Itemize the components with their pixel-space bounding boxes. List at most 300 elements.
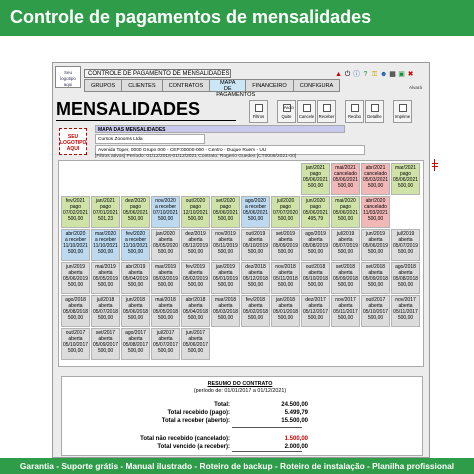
payment-cell-status: a receber <box>154 204 177 210</box>
payment-cell-status: pago <box>219 204 232 210</box>
payment-cell[interactable] <box>241 262 270 294</box>
payment-cell[interactable] <box>121 196 150 228</box>
payment-cell-value: 500,00 <box>157 216 174 222</box>
payment-cell[interactable] <box>181 229 210 261</box>
summary-label: Total não recebido (cancelado): <box>140 436 230 442</box>
payment-cell-value: 500,00 <box>367 315 384 321</box>
info-icon[interactable]: ⓘ <box>353 71 360 78</box>
payment-cell[interactable] <box>151 262 180 294</box>
payment-cell-date: 05/10/2017 <box>362 309 389 315</box>
payment-cell-value: 500,00 <box>187 315 204 321</box>
payment-cell[interactable] <box>361 295 390 327</box>
payment-cell-value: 500,00 <box>247 249 264 255</box>
payment-cell-month: jan/2020 <box>155 231 176 237</box>
summary-row <box>72 409 322 417</box>
payment-cell-value: 500,00 <box>217 282 234 288</box>
payment-cell-date: 05/01/2019 <box>212 276 239 282</box>
payment-cell-month: abr/2019 <box>125 264 146 270</box>
payment-cell[interactable] <box>181 295 210 327</box>
payment-cell[interactable] <box>121 229 150 261</box>
payment-cell-date: 07/02/2021 <box>62 210 89 216</box>
summary-row <box>72 417 322 425</box>
payment-cell-date: 05/03/2019 <box>152 276 179 282</box>
payment-cell[interactable] <box>211 229 240 261</box>
payment-cell-value: 500,00 <box>67 249 84 255</box>
payment-cell-value: 500,00 <box>337 249 354 255</box>
print-icon <box>399 104 407 112</box>
payment-cell-month: mar/2019 <box>154 264 177 270</box>
tab-mapa-de-pagamentos[interactable]: MAPA DE PAGAMENTOS <box>209 79 245 92</box>
payment-cell-month: ago/2019 <box>305 231 326 237</box>
power-icon[interactable]: ⏻ <box>344 71 351 78</box>
payment-cell-value: 500,00 <box>67 282 84 288</box>
payment-cell[interactable] <box>301 229 330 261</box>
payment-cell[interactable] <box>361 196 390 228</box>
payment-cell-month: out/2018 <box>305 264 326 270</box>
payment-cell-date: 05/08/2018 <box>62 309 89 315</box>
payment-cell-status: aberta <box>158 270 173 276</box>
payment-cell-date: 05/06/2021 <box>122 210 149 216</box>
payment-cell[interactable] <box>301 196 330 228</box>
payment-cell[interactable] <box>91 328 120 360</box>
summary-label: Total a receber (aberto): <box>161 418 230 424</box>
payment-cell-value: 500,00 <box>307 282 324 288</box>
summary-label: Total recebido (pago): <box>167 410 230 416</box>
tab-financeiro[interactable]: FINANCEIRO <box>245 79 293 92</box>
payment-cell-date: 12/10/2021 <box>182 210 209 216</box>
payment-cell-date: 11/10/2021 <box>63 243 88 249</box>
payment-cell[interactable] <box>361 229 390 261</box>
excel-icon[interactable]: ▣ <box>398 71 405 78</box>
payment-cell-date: 05/05/2020 <box>152 243 179 249</box>
payment-cell[interactable] <box>61 328 90 360</box>
payment-cell-date: 05/06/2017 <box>182 342 209 348</box>
small-logo: Seu logotipo aqui <box>55 66 81 88</box>
payment-cell-date: 05/07/2017 <box>152 342 179 348</box>
payment-cell-month: abr/2020 <box>65 231 86 237</box>
payment-cell-status: pago <box>399 171 412 177</box>
payment-cell-status: aberta <box>68 303 83 309</box>
payment-cell-date: 05/06/2021 <box>332 177 359 183</box>
payment-cell-value: 500,00 <box>217 249 234 255</box>
main-tabs <box>84 79 340 98</box>
payment-cell-month: set/2018 <box>335 264 356 270</box>
filter-icon <box>255 104 263 112</box>
company-address-field: Avenida Toper, 0000 Grupo 000 - CEP:00000-000 - Centro - Duque Ruem - UU <box>95 145 365 155</box>
payment-cell-date: 05/06/2021 <box>302 210 329 216</box>
payment-cell-status: cancelado <box>364 171 387 177</box>
payment-cell-value: 500,00 <box>97 315 114 321</box>
payment-cell[interactable] <box>331 295 360 327</box>
payment-cell-value: 500,00 <box>367 216 384 222</box>
payment-cell-status: aberta <box>218 303 233 309</box>
payment-cell-date: 05/09/2018 <box>362 276 389 282</box>
payment-cell-date: 05/10/2017 <box>62 342 89 348</box>
detail-icon <box>371 104 379 112</box>
detail-button[interactable]: Detalhe <box>365 100 384 123</box>
payment-cell-month: jul/2019 <box>396 231 415 237</box>
payment-cell-date: 05/06/2021 <box>392 177 419 183</box>
payment-cell[interactable] <box>211 262 240 294</box>
key-icon[interactable]: ⚿ <box>371 71 378 78</box>
payment-cell-status: aberta <box>188 270 203 276</box>
payment-cell-month: set/2019 <box>275 231 296 237</box>
payment-cell-value: 500,00 <box>127 216 144 222</box>
print-button[interactable]: Imprime <box>393 100 412 123</box>
payment-cell-value: 500,00 <box>97 282 114 288</box>
top-banner <box>0 0 474 36</box>
payment-cell[interactable] <box>151 328 180 360</box>
payment-cell-month: out/2017 <box>365 297 386 303</box>
payment-cell-month: ago/2020 <box>245 198 266 204</box>
payment-cell[interactable] <box>331 262 360 294</box>
payment-cell-value: 500,00 <box>157 282 174 288</box>
payment-cell[interactable] <box>331 163 360 195</box>
payment-cell[interactable] <box>91 262 120 294</box>
payment-cell-date: 05/07/2019 <box>392 243 419 249</box>
payment-cell-date: 05/11/2017 <box>333 309 358 315</box>
paid-stamp-icon: PAGO <box>284 106 294 110</box>
payment-cell-date: 05/09/2018 <box>332 276 359 282</box>
user-icon[interactable]: ☻ <box>380 71 388 78</box>
payment-cell-value: 500,00 <box>277 282 294 288</box>
payment-cell-status: pago <box>339 204 352 210</box>
payment-cell-status: cancelado <box>364 204 387 210</box>
payment-cell-status: aberta <box>98 270 113 276</box>
payment-cell[interactable] <box>241 196 270 228</box>
payment-cell-status: aberta <box>308 303 323 309</box>
payment-cell[interactable] <box>241 295 270 327</box>
payment-cell-status: pago <box>189 204 202 210</box>
payment-cell-month: set/2020 <box>215 198 236 204</box>
payment-cell-month: jan/2021 <box>95 198 116 204</box>
payment-cell-month: abr/2020 <box>365 198 386 204</box>
payment-cell-month: mai/2018 <box>155 297 176 303</box>
payment-cell-value: 500,00 <box>127 348 144 354</box>
receipt-button[interactable]: Recibo <box>345 100 364 123</box>
payment-cell-month: jun/2018 <box>125 297 146 303</box>
payment-cell-value: 500,00 <box>337 282 354 288</box>
payment-cell-month: out/2019 <box>245 231 266 237</box>
payment-cell-status: a receber <box>94 237 117 243</box>
toolbar <box>249 100 412 123</box>
payment-cell-value: 500,00 <box>397 183 414 189</box>
payment-cell-value: 500,00 <box>307 183 324 189</box>
payment-cell-value: 500,00 <box>187 348 204 354</box>
payment-cell-date: 05/09/2017 <box>92 342 119 348</box>
payment-cell-value: 500,00 <box>157 249 174 255</box>
summary-value: 24.500,00 <box>281 402 308 408</box>
advert-label: Alvará <box>409 85 423 90</box>
payment-cell-date: 07/07/2020 <box>272 210 299 216</box>
payment-cell[interactable] <box>211 295 240 327</box>
summary-row <box>72 435 322 443</box>
close-icon[interactable]: ✖ <box>407 71 414 78</box>
payment-cell[interactable] <box>301 295 330 327</box>
resize-handle-grip[interactable] <box>432 163 438 167</box>
payment-cell-date: 05/03/2021 <box>362 177 389 183</box>
payment-cell-value: 500,00 <box>367 282 384 288</box>
header-title: CONTROLE DE PAGAMENTO DE MENSALIDADES <box>84 69 231 78</box>
payment-cell-month: nov/2017 <box>395 297 416 303</box>
payment-cell-date: 05/08/2019 <box>302 243 329 249</box>
payment-cell-month: jul/2017 <box>156 330 175 336</box>
page-title: MENSALIDADES <box>56 99 201 119</box>
bottom-banner: Garantia - Suporte grátis - Manual ilustrado - Roteiro de backup - Roteiro de instalação - Planilha profissional <box>0 458 474 474</box>
payment-cell-month: mai/2019 <box>95 264 116 270</box>
payment-cell-date: 11/10/2021 <box>93 243 118 249</box>
payment-cell-month: jul/2019 <box>336 231 355 237</box>
payment-cell-month: mar/2018 <box>214 297 237 303</box>
payment-cell-status: aberta <box>398 303 413 309</box>
payment-cell-month: dez/2018 <box>245 264 266 270</box>
payment-cell[interactable] <box>241 229 270 261</box>
payment-cell[interactable] <box>361 262 390 294</box>
payment-cell-status: aberta <box>218 270 233 276</box>
payment-cell-month: fev/2019 <box>185 264 206 270</box>
cancel-icon <box>303 104 311 112</box>
payment-cell-value: 500,00 <box>367 183 384 189</box>
payment-cell-value: 495,79 <box>307 216 324 222</box>
payment-cell[interactable] <box>121 328 150 360</box>
payment-cell-value: 500,00 <box>187 216 204 222</box>
payment-cell-value: 500,00 <box>367 249 384 255</box>
payment-cell[interactable] <box>91 229 120 261</box>
payment-cell-status: aberta <box>128 270 143 276</box>
summary-label: Total: <box>214 402 230 408</box>
alert-icon[interactable]: ▲ <box>335 71 342 78</box>
payment-cell-value: 500,00 <box>97 249 114 255</box>
tab-configura[interactable]: CONFIGURA <box>293 79 341 92</box>
payment-cell[interactable] <box>331 229 360 261</box>
payment-cell-value: 500,00 <box>397 249 414 255</box>
payment-cell-date: 05/07/2019 <box>332 243 359 249</box>
payment-cell-month: fev/2020 <box>125 231 146 237</box>
payment-cell-status: pago <box>99 204 112 210</box>
payment-cell[interactable] <box>151 295 180 327</box>
payment-cell-month: ago/2018 <box>395 264 416 270</box>
payment-cell-status: aberta <box>188 303 203 309</box>
payment-cell[interactable] <box>271 229 300 261</box>
payment-cell[interactable] <box>301 262 330 294</box>
payment-cell-date: 05/06/2019 <box>362 243 389 249</box>
payment-cell-value: 500,00 <box>67 216 84 222</box>
payment-cell-date: 05/06/2021 <box>242 210 269 216</box>
payment-cell-status: aberta <box>338 270 353 276</box>
payment-cell-value: 500,00 <box>247 315 264 321</box>
payment-cell-month: nov/2019 <box>215 231 236 237</box>
payment-cell-month: out/2020 <box>185 198 206 204</box>
payment-cell-status: a receber <box>124 237 147 243</box>
payment-cell-value: 500,00 <box>157 348 174 354</box>
payment-cell-value: 500,00 <box>157 315 174 321</box>
tab-grupos[interactable]: GRUPOS <box>84 79 121 92</box>
payment-cell-date: 05/04/2019 <box>122 276 149 282</box>
payment-cell-month: set/2018 <box>365 264 386 270</box>
help-icon[interactable]: ? <box>363 71 368 78</box>
payment-cell-date: 05/01/2018 <box>272 309 299 315</box>
payment-cell-date: 05/06/2019 <box>62 276 89 282</box>
summary-heading <box>180 381 300 395</box>
payment-cell-date: 05/06/2018 <box>122 309 149 315</box>
payment-cell-month: fev/2021 <box>65 198 86 204</box>
payment-cell-status: aberta <box>158 237 173 243</box>
payment-cell-date: 05/10/2019 <box>242 243 269 249</box>
payment-cell[interactable] <box>91 295 120 327</box>
payment-grid <box>58 160 424 367</box>
payment-cell-month: jun/2020 <box>305 198 326 204</box>
payment-cell[interactable] <box>271 196 300 228</box>
payment-cell-value: 500,00 <box>247 216 264 222</box>
payment-cell-date: 05/11/2019 <box>213 243 238 249</box>
payment-cell[interactable] <box>391 163 420 195</box>
payment-cell-date: 11/10/2021 <box>123 243 148 249</box>
payment-cell-status: aberta <box>398 270 413 276</box>
payment-cell-status: aberta <box>98 336 113 342</box>
payment-cell[interactable] <box>181 328 210 360</box>
payment-cell-month: mar/2020 <box>94 231 117 237</box>
summary-row <box>72 443 322 451</box>
payment-cell[interactable] <box>151 196 180 228</box>
payment-cell[interactable] <box>391 262 420 294</box>
payment-cell[interactable] <box>91 196 120 228</box>
tab-clientes[interactable]: CLIENTES <box>121 79 161 92</box>
payment-cell-month: nov/2017 <box>335 297 356 303</box>
payment-cell-status: aberta <box>188 336 203 342</box>
payment-cell-date: 05/09/2019 <box>272 243 299 249</box>
payment-cell-status: cancelado <box>334 171 357 177</box>
payment-cell[interactable] <box>271 295 300 327</box>
payment-cell-status: aberta <box>368 237 383 243</box>
payment-cell-date: 05/11/2018 <box>273 276 298 282</box>
receive-button[interactable]: Receber <box>317 100 336 123</box>
payment-cell-status: aberta <box>278 237 293 243</box>
payment-cell[interactable] <box>61 229 90 261</box>
summary-title: RESUMO DO CONTRATO <box>207 381 273 387</box>
window-icon-strip <box>335 71 414 78</box>
payment-cell-value: 500,00 <box>127 315 144 321</box>
payment-cell[interactable] <box>121 295 150 327</box>
info-heading: MAPA DAS MENSALIDADES <box>95 125 345 133</box>
payment-cell-value: 500,00 <box>127 249 144 255</box>
payment-cell[interactable] <box>271 262 300 294</box>
payment-cell-status: aberta <box>338 237 353 243</box>
payment-cell[interactable] <box>331 196 360 228</box>
payment-cell[interactable] <box>301 163 330 195</box>
payment-cell-status: aberta <box>368 303 383 309</box>
payment-cell-month: mar/2021 <box>394 165 417 171</box>
payment-cell-month: jan/2021 <box>305 165 326 171</box>
summary-period: (período de: 01/01/2017 a 01/12/2021) <box>193 388 287 394</box>
payment-cell[interactable] <box>391 229 420 261</box>
payment-cell-date: 05/12/2019 <box>182 243 209 249</box>
payment-cell-value: 500,00 <box>337 216 354 222</box>
payment-cell[interactable] <box>211 196 240 228</box>
summary-divider <box>232 451 302 452</box>
payment-cell-date: 05/08/2018 <box>392 276 419 282</box>
payment-cell-status: pago <box>69 204 82 210</box>
payment-cell-date: 05/12/2018 <box>242 276 269 282</box>
summary-label: Total vencido (a receber): <box>157 444 230 450</box>
payment-cell-status: aberta <box>68 270 83 276</box>
app-window <box>52 62 430 458</box>
payment-cell-status: aberta <box>98 303 113 309</box>
payment-cell-value: 500,00 <box>277 315 294 321</box>
receive-icon <box>323 104 331 112</box>
payment-cell-date: 11/03/2021 <box>363 210 388 216</box>
payment-cell-month: nov/2020 <box>155 198 176 204</box>
payment-cell-status: pago <box>129 204 142 210</box>
payment-cell-value: 500,00 <box>127 282 144 288</box>
summary-value: 5.499,79 <box>284 410 308 416</box>
payment-cell-status: pago <box>309 204 322 210</box>
payment-cell-status: aberta <box>188 237 203 243</box>
payment-cell-value: 500,00 <box>307 315 324 321</box>
payment-cell-date: 05/04/2018 <box>182 309 209 315</box>
payment-cell-month: jun/2019 <box>65 264 86 270</box>
payment-cell-value: 500,00 <box>397 282 414 288</box>
payment-cell-status: aberta <box>338 303 353 309</box>
payment-cell-value: 500,00 <box>187 282 204 288</box>
payment-cell-value: 500,00 <box>97 348 114 354</box>
payment-cell-status: aberta <box>398 237 413 243</box>
payment-cell-month: jun/2019 <box>365 231 386 237</box>
filter-button[interactable]: Filtros <box>249 100 268 123</box>
payment-cell-value: 500,00 <box>277 216 294 222</box>
summary-divider <box>232 427 302 428</box>
payment-cell[interactable] <box>181 262 210 294</box>
payment-cell-month: jul/2018 <box>96 297 115 303</box>
payment-cell-value: 500,00 <box>217 315 234 321</box>
company-name-field: Cursos Zoooms Ltda <box>95 134 205 144</box>
payment-cell[interactable] <box>391 295 420 327</box>
payment-cell-status: aberta <box>368 270 383 276</box>
payment-cell[interactable] <box>61 196 90 228</box>
payment-cell-month: set/2017 <box>95 330 116 336</box>
payment-cell-month: jan/2019 <box>215 264 236 270</box>
quite-button[interactable]: PAGO Quite <box>277 100 296 123</box>
payment-cell-month: mai/2020 <box>335 198 356 204</box>
payment-cell-month: dez/2020 <box>125 198 146 204</box>
payment-cell-date: 05/12/2017 <box>302 309 329 315</box>
payment-cell[interactable] <box>61 262 90 294</box>
tab-contratos[interactable]: CONTRATOS <box>162 79 210 92</box>
payment-cell-month: ago/2017 <box>125 330 146 336</box>
payment-cell-date: 05/03/2018 <box>212 309 239 315</box>
payment-cell-status: a receber <box>64 237 87 243</box>
receipt-icon <box>351 104 359 112</box>
payment-cell-status: aberta <box>308 270 323 276</box>
payment-cell[interactable] <box>121 262 150 294</box>
payment-cell-date: 05/06/2021 <box>302 177 329 183</box>
title-underline <box>56 120 236 121</box>
summary-value: 1.500,00 <box>284 436 308 442</box>
payment-cell-month: dez/2017 <box>305 297 326 303</box>
payment-cell[interactable] <box>361 163 390 195</box>
grid-icon[interactable]: ▦ <box>389 71 396 78</box>
cancel-button[interactable]: Cancele <box>297 100 316 123</box>
payment-cell-date: 05/02/2018 <box>242 309 269 315</box>
payment-cell-value: 500,00 <box>187 249 204 255</box>
payment-cell-month: abr/2018 <box>185 297 206 303</box>
payment-cell[interactable] <box>61 295 90 327</box>
banner-title: Controle de pagamentos de mensalidades <box>10 7 372 27</box>
payment-cell-date: 05/07/2018 <box>92 309 119 315</box>
payment-cell-value: 500,00 <box>247 282 264 288</box>
payment-cell[interactable] <box>151 229 180 261</box>
payment-cell[interactable] <box>181 196 210 228</box>
payment-cell-date: 05/06/2021 <box>332 210 359 216</box>
